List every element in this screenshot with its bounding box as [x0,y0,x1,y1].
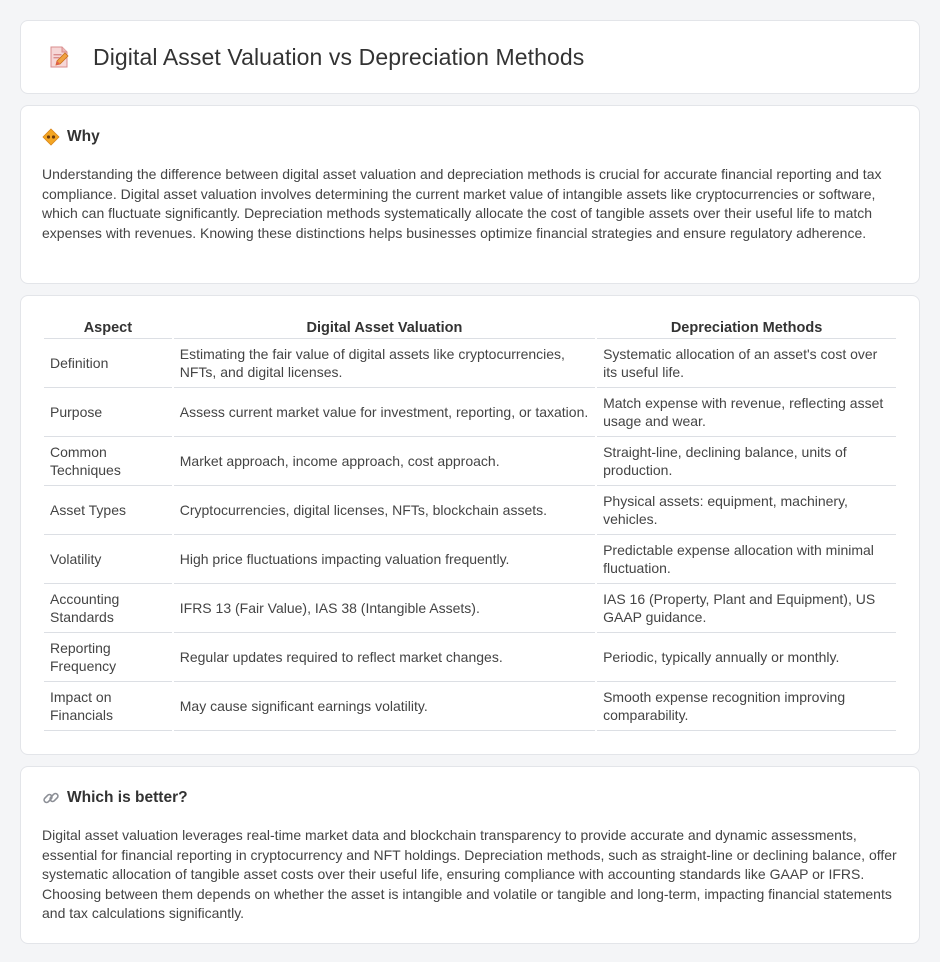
diamond-sign-icon [42,128,60,146]
table-header-row [44,318,896,339]
link-icon [42,789,60,807]
which-is-better-text: Digital asset valuation leverages real-time market data and blockchain transparency to provide accurate and dynamic assessments, essential for financial reporting in cryptocurrency and NFT holdings. Depreciation methods, such as straight-line or declining balance, offer systematic allocation of tangible asset costs over their useful life, ensuring compliance with accounting standards like GAAP or IFRS. Choosing between them depends on whether the asset is intangible and volatile or tangible and long-term, impacting financial statements and tax calculations significantly. [42,827,897,922]
row-digital-asset-valuation: Estimating the fair value of digital assets like cryptocurrencies, NFTs, and digital licenses. [174,339,595,388]
row-depreciation-methods: Smooth expense recognition improving comparability. [597,682,896,731]
row-digital-asset-valuation: High price fluctuations impacting valuation frequently. [174,535,595,584]
row-aspect: Asset Types [44,486,172,535]
page-title: Digital Asset Valuation vs Depreciation Methods [93,43,585,70]
row-aspect: Reporting Frequency [44,633,172,682]
table-row [44,584,896,633]
comparison-table [42,318,898,731]
row-aspect: Impact on Financials [44,682,172,731]
row-aspect: Purpose [44,388,172,437]
table-row [44,388,896,437]
why-heading-label: Why [67,128,100,145]
row-digital-asset-valuation: Regular updates required to reflect market changes. [174,633,595,682]
table-row [44,437,896,486]
row-digital-asset-valuation: Assess current market value for investment, reporting, or taxation. [174,388,595,437]
document-pencil-icon [47,45,71,69]
row-depreciation-methods: Systematic allocation of an asset's cost over its useful life. [597,339,896,388]
which-is-better-heading-label: Which is better? [67,789,188,806]
row-depreciation-methods: Periodic, typically annually or monthly. [597,633,896,682]
table-row [44,486,896,535]
why-heading [42,128,898,146]
row-depreciation-methods: Straight-line, declining balance, units of production. [597,437,896,486]
row-aspect: Definition [44,339,172,388]
column-header-depreciation-methods: Depreciation Methods [597,318,896,339]
why-text: Understanding the difference between digital asset valuation and depreciation methods is crucial for accurate financial reporting and tax compliance. Digital asset valuation involves determining the current market value of intangible assets like cryptocurrencies or software, which can fluctuate significantly. Depreciation methods systematically allocate the cost of tangible assets over their useful life to match expenses with revenues. Knowing these distinctions helps businesses optimize financial strategies and ensure regulatory adherence. [42,166,882,241]
row-digital-asset-valuation: May cause significant earnings volatility. [174,682,595,731]
row-depreciation-methods: Physical assets: equipment, machinery, vehicles. [597,486,896,535]
table-row [44,633,896,682]
row-digital-asset-valuation: IFRS 13 (Fair Value), IAS 38 (Intangible Assets). [174,584,595,633]
title-card [20,20,920,94]
table-row [44,339,896,388]
column-header-aspect: Aspect [44,318,172,339]
why-section [20,105,920,284]
comparison-card [20,295,920,755]
row-depreciation-methods: Match expense with revenue, reflecting asset usage and wear. [597,388,896,437]
row-depreciation-methods: Predictable expense allocation with minimal fluctuation. [597,535,896,584]
table-row [44,682,896,731]
which-is-better-heading [42,789,898,807]
row-aspect: Common Techniques [44,437,172,486]
row-digital-asset-valuation: Cryptocurrencies, digital licenses, NFTs, blockchain assets. [174,486,595,535]
row-digital-asset-valuation: Market approach, income approach, cost approach. [174,437,595,486]
column-header-digital-asset-valuation: Digital Asset Valuation [174,318,595,339]
which-is-better-section [20,766,920,944]
row-depreciation-methods: IAS 16 (Property, Plant and Equipment), US GAAP guidance. [597,584,896,633]
row-aspect: Accounting Standards [44,584,172,633]
table-row [44,535,896,584]
row-aspect: Volatility [44,535,172,584]
